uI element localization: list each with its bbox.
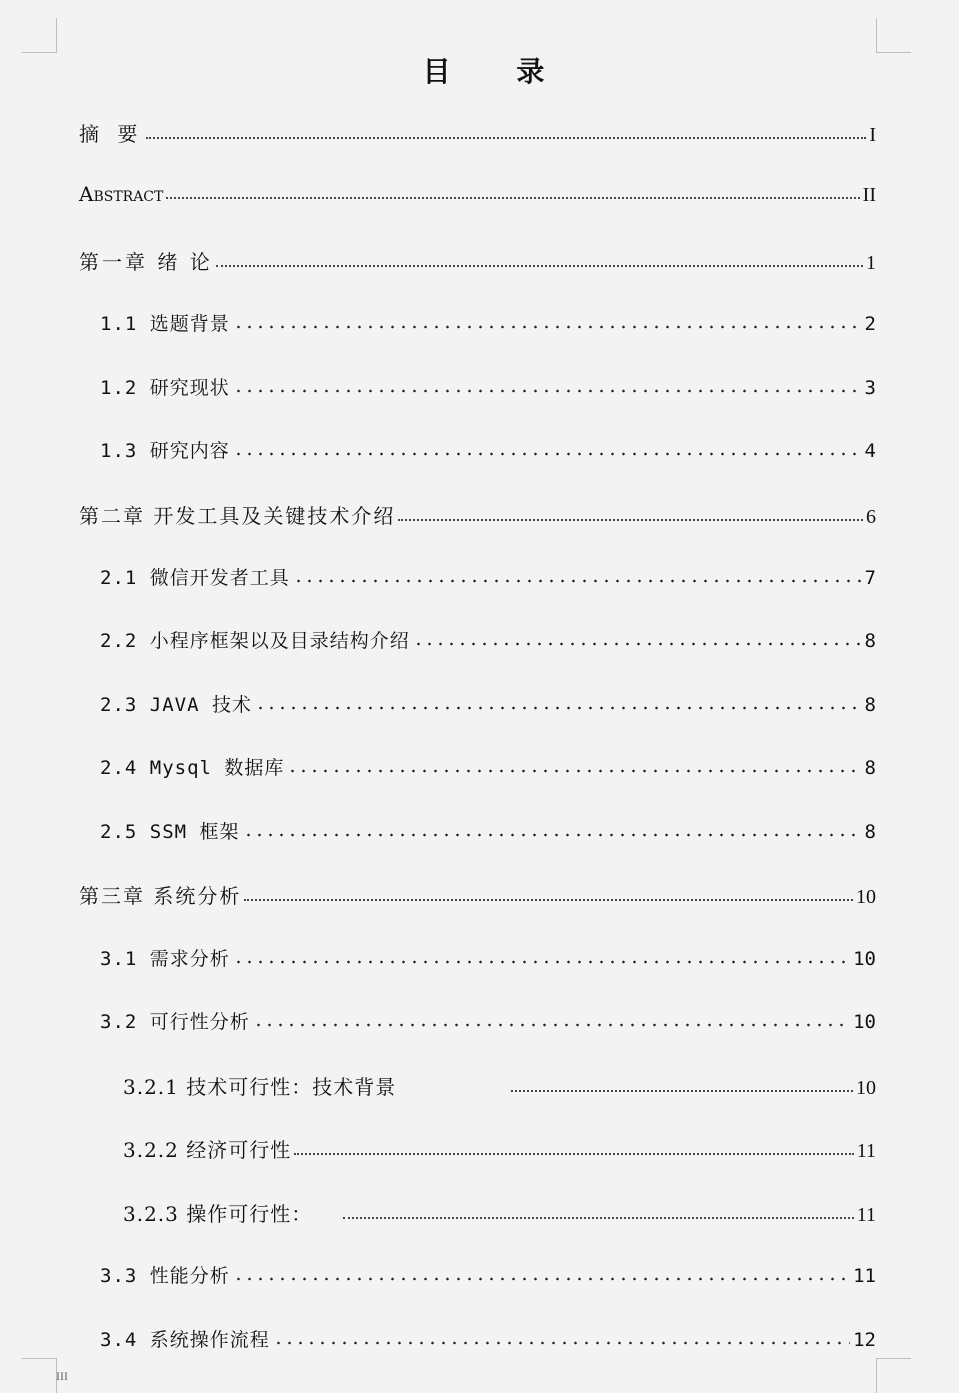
toc-entry-2-4[interactable] [100,753,876,783]
toc-entry-3-2[interactable] [100,1007,876,1037]
toc-page-number: 6 [866,506,876,528]
toc-entry-2-5[interactable] [100,817,876,847]
toc-entry-label: 3.3 性能分析 [100,1265,230,1287]
toc-page-number: 10 [853,948,876,970]
toc-page-number: 2 [864,313,876,335]
toc-entry-label: 第三章 系统分析 [79,884,242,908]
toc-entry-label: 第一章 绪 论 [79,250,213,274]
toc-entry-label: 2.4 Mysql 数据库 [100,757,285,779]
toc-entry-3-2-1[interactable] [123,1071,876,1101]
toc-entry-3-1[interactable] [100,944,876,974]
toc-leader [343,1216,853,1219]
toc-page-number: 12 [853,1329,876,1351]
toc-entry-3-4[interactable] [100,1325,876,1355]
crop-mark-top-left [22,18,57,53]
toc-entry-label: 第二章 开发工具及关键技术介绍 [79,504,396,528]
toc-entry-3-3[interactable] [100,1261,876,1291]
toc-page-number: 3 [864,377,876,399]
toc-leader [287,769,861,773]
toc-entry-label: 3.2.2 经济可行性 [123,1138,292,1162]
toc-page-number: 11 [856,1140,876,1162]
toc-leader [273,1341,850,1345]
toc-leader [243,833,862,837]
toc-leader [398,518,863,521]
toc-entry-abstract-cn[interactable] [79,118,876,148]
toc-title: 目 录 [422,55,573,88]
toc-entry-chapter-3[interactable] [79,880,876,910]
toc-leader [293,579,862,583]
toc-entry-1-3[interactable] [100,436,876,466]
toc-entry-abstract-en[interactable] [79,182,876,212]
toc-entry-3-2-3[interactable] [123,1198,876,1228]
toc-page-number: 10 [856,886,876,908]
toc-entry-chapter-1[interactable] [79,246,876,276]
page-number-footer: III [56,1369,68,1383]
toc-entry-label: 3.2.1 技术可行性：技术背景 [123,1075,397,1099]
toc-entry-label: 3.2.3 操作可行性： [123,1202,313,1226]
toc-leader [413,642,862,646]
toc-page-number: 8 [864,630,876,652]
toc-page-number: 1 [866,252,876,274]
toc-leader [253,1023,850,1027]
toc-leader [233,325,862,329]
toc-entry-chapter-2[interactable] [79,500,876,530]
toc-entry-label: 1.3 研究内容 [100,440,230,462]
toc-entry-label: 3.1 需求分析 [100,948,230,970]
toc-page-number: 10 [853,1011,876,1033]
toc-leader [244,898,853,901]
toc-leader [216,264,863,267]
crop-mark-bottom-left [22,1358,57,1393]
toc-entry-label: 3.4 系统操作流程 [100,1329,270,1351]
toc-leader [233,1277,850,1281]
toc-entry-label: 1.1 选题背景 [100,313,230,335]
toc-leader [233,452,862,456]
toc-entry-2-2[interactable] [100,626,876,656]
crop-mark-top-right [876,18,911,53]
toc-entry-label: Abstract [79,182,164,206]
toc-entry-3-2-2[interactable] [123,1134,876,1164]
toc-page-number: 8 [864,757,876,779]
toc-entry-2-1[interactable] [100,563,876,593]
toc-page-number: I [869,124,876,146]
toc-entry-label: 2.3 JAVA 技术 [100,694,252,716]
toc-entry-1-1[interactable] [100,309,876,339]
toc-page-number: 8 [864,821,876,843]
toc-entry-label: 1.2 研究现状 [100,377,230,399]
toc-entry-2-3[interactable] [100,690,876,720]
toc-page-number: II [862,184,876,206]
toc-leader [294,1152,853,1155]
toc-leader [166,196,859,199]
toc-leader [511,1089,853,1092]
crop-mark-bottom-right [876,1358,911,1393]
toc-page-number: 11 [853,1265,876,1287]
toc-page-number: 7 [864,567,876,589]
toc-page-number: 10 [856,1077,876,1099]
toc-leader [146,136,866,139]
toc-entry-label: 3.2 可行性分析 [100,1011,250,1033]
toc-page-number: 8 [864,694,876,716]
toc-entry-label: 2.1 微信开发者工具 [100,567,290,589]
toc-entry-1-2[interactable] [100,373,876,403]
toc-page-number: 4 [864,440,876,462]
toc-page-number: 11 [856,1204,876,1226]
toc-leader [255,706,862,710]
toc-leader [233,960,850,964]
toc-leader [233,389,862,393]
toc-entry-label: 摘 要 [79,122,144,146]
toc-entry-label: 2.5 SSM 框架 [100,821,240,843]
toc-entry-label: 2.2 小程序框架以及目录结构介绍 [100,630,410,652]
